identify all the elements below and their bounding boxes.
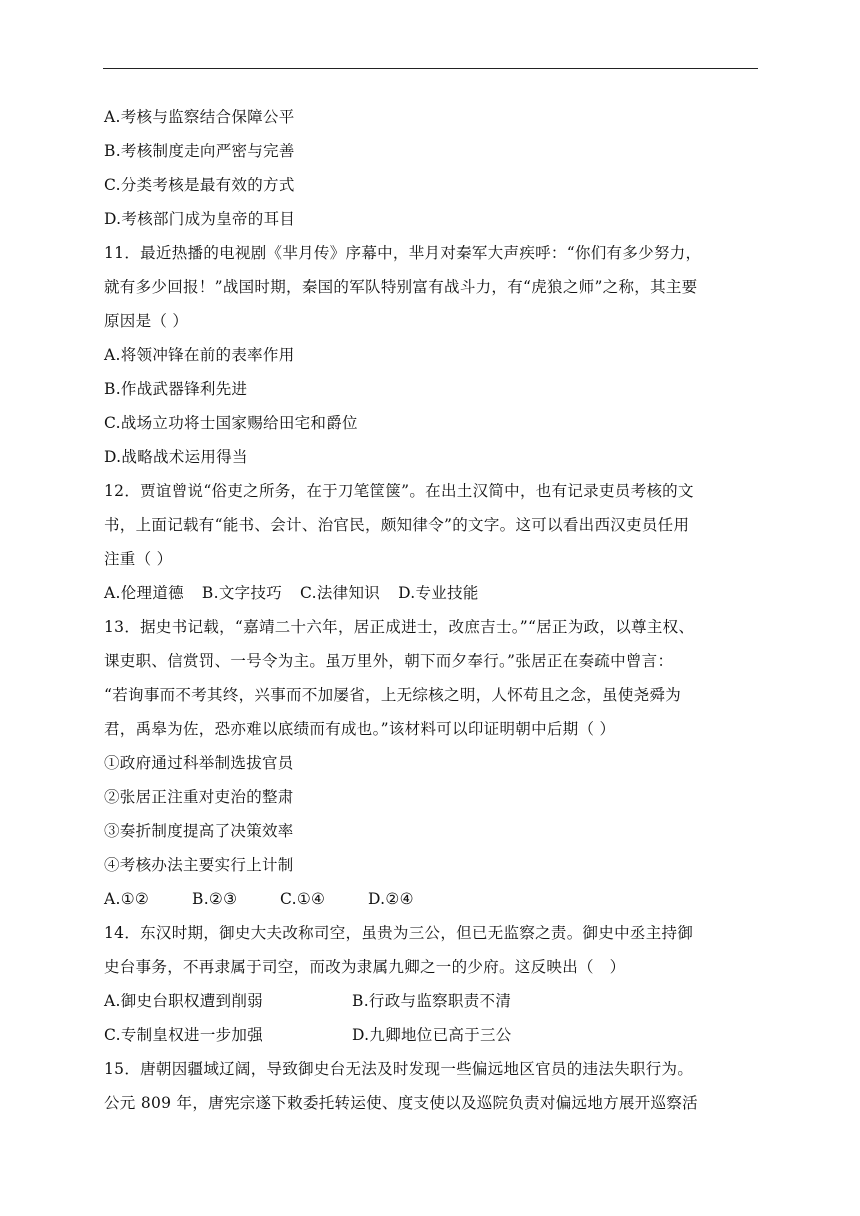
q13-option-a: A.①② — [104, 890, 150, 908]
q14-option-a: A.御史台职权遭到削弱 — [104, 992, 263, 1010]
q10-option-c: C.分类考核是最有效的方式 — [104, 176, 295, 194]
q11-stem-line-2: 就有多少回报！”战国时期，秦国的军队特别富有战斗力，有“虎狼之师”之称，其主要 — [104, 278, 698, 296]
q14-option-d: D.九卿地位已高于三公 — [352, 1026, 512, 1044]
q11-option-c: C.战场立功将士国家赐给田宅和爵位 — [104, 414, 358, 432]
q13-statement-4: ④考核办法主要实行上计制 — [104, 856, 294, 874]
q13-statement-3: ③奏折制度提高了决策效率 — [104, 822, 294, 840]
q12-option-c: C.法律知识 — [300, 584, 381, 602]
q11-option-a: A.将领冲锋在前的表率作用 — [104, 346, 295, 364]
q13-stem-line-3: “若询事而不考其终，兴事而不加屡省，上无综核之明，人怀苟且之念，虽使尧舜为 — [104, 686, 682, 704]
q10-option-a: A.考核与监察结合保障公平 — [104, 108, 295, 126]
q13-statement-2: ②张居正注重对吏治的整肃 — [104, 788, 294, 806]
q13-option-d: D.②④ — [368, 890, 414, 908]
q12-stem-line-1: 12．贾谊曾说“俗吏之所务，在于刀笔筐箧”。在出土汉简中，也有记录吏员考核的文 — [104, 482, 694, 500]
q11-stem-line-1: 11．最近热播的电视剧《芈月传》序幕中，芈月对秦军大声疾呼：“你们有多少努力， — [104, 244, 702, 262]
q11-option-b: B.作战武器锋利先进 — [104, 380, 248, 398]
q13-statement-1: ①政府通过科举制选拔官员 — [104, 754, 294, 772]
q10-option-d: D.考核部门成为皇帝的耳目 — [104, 210, 296, 228]
q12-option-b: B.文字技巧 — [201, 584, 283, 602]
q14-option-b: B.行政与监察职责不清 — [352, 992, 512, 1010]
q15-stem-line-2: 公元 809 年，唐宪宗遂下敕委托转运使、度支使以及巡院负责对偏远地方展开巡察活 — [104, 1094, 698, 1112]
q13-stem-line-4: 君，禹皋为佐，恐亦难以底绩而有成也。”该材料可以印证明朝中后期（ ） — [104, 720, 616, 738]
q13-stem-line-2: 课吏职、信赏罚、一号令为主。虽万里外，朝下而夕奉行。”张居正在奏疏中曾言： — [104, 652, 674, 670]
q14-option-c: C.专制皇权进一步加强 — [104, 1026, 264, 1044]
q13-stem-line-1: 13．据史书记载，“嘉靖二十六年，居正成进士，改庶吉士。”“居正为政，以尊主权、 — [104, 618, 695, 636]
q12-stem-line-2: 书，上面记载有“能书、会计、治官民，颇知律令”的文字。这可以看出西汉吏员任用 — [104, 516, 690, 534]
header-rule — [103, 68, 758, 69]
q12-options-row — [104, 576, 760, 610]
q14-stem-line-1: 14．东汉时期，御史大夫改称司空，虽贵为三公，但已无监察之责。御史中丞主持御 — [104, 924, 694, 942]
q15-stem-line-1: 15．唐朝因疆域辽阔，导致御史台无法及时发现一些偏远地区官员的违法失职行为。 — [104, 1060, 694, 1078]
q13-option-c: C.①④ — [280, 890, 326, 908]
q11-option-d: D.战略战术运用得当 — [104, 448, 248, 466]
q12-option-a: A.伦理道德 — [104, 584, 184, 602]
exam-page-content — [104, 100, 760, 1120]
q12-stem-line-3: 注重（ ） — [104, 550, 173, 568]
q14-stem-line-2: 史台事务，不再隶属于司空，而改为隶属九卿之一的少府。这反映出（ ） — [104, 958, 626, 976]
q14-options-row-2 — [104, 1018, 760, 1052]
q12-option-d: D.专业技能 — [398, 584, 479, 602]
q10-option-b: B.考核制度走向严密与完善 — [104, 142, 295, 160]
q13-options-row — [104, 882, 760, 916]
q14-options-row-1 — [104, 984, 760, 1018]
q11-stem-line-3: 原因是（ ） — [104, 312, 189, 330]
q13-option-b: B.②③ — [192, 890, 238, 908]
